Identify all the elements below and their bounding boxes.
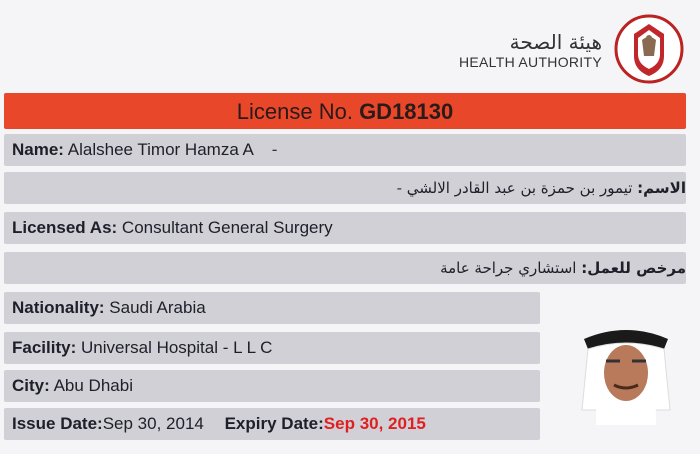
expiry-date-label: Expiry Date: [224,414,324,433]
arabic-licensed-row [440,252,686,284]
arabic-name-value: تيمور بن حمزة بن عبد القادر الالشي [406,179,633,197]
license-number-line [4,93,686,129]
city-value: Abu Dhabi [53,376,133,395]
arabic-licensed-label: مرخص للعمل: [581,259,686,277]
arabic-name-label: الاسم: [637,179,686,197]
licensed-as-label: Licensed As: [12,218,118,237]
facility-value: Universal Hospital - L L C [80,338,273,357]
issue-date-label: Issue Date: [12,414,103,433]
license-number: GD18130 [359,99,454,124]
facility-label: Facility: [12,338,77,357]
name-value: Alalshee Timor Hamza A [67,140,253,159]
card-header [0,0,700,92]
dates-row [4,408,426,440]
expiry-date-value: Sep 30, 2015 [323,414,426,433]
nationality-row [4,292,206,324]
authority-english-name: HEALTH AUTHORITY [458,54,602,70]
facility-row [4,332,272,364]
name-dash: - [271,140,278,159]
nationality-value: Saudi Arabia [109,298,206,317]
arabic-name-dash: - [396,179,403,197]
arabic-licensed-value: استشاري جراحة عامة [440,259,577,277]
falcon-emblem-icon [614,10,684,88]
licensed-as-value: Consultant General Surgery [121,218,333,237]
city-row [4,370,133,402]
city-label: City: [12,376,50,395]
issue-date-value: Sep 30, 2014 [102,414,204,433]
arabic-name-row [383,172,686,204]
nationality-label: Nationality: [12,298,105,317]
name-row [4,134,277,166]
name-label: Name: [12,140,64,159]
license-label: License No. [236,99,353,124]
licensed-as-row [4,212,333,244]
authority-arabic-name: هيئة الصحة [509,30,602,54]
holder-photo [576,315,676,425]
